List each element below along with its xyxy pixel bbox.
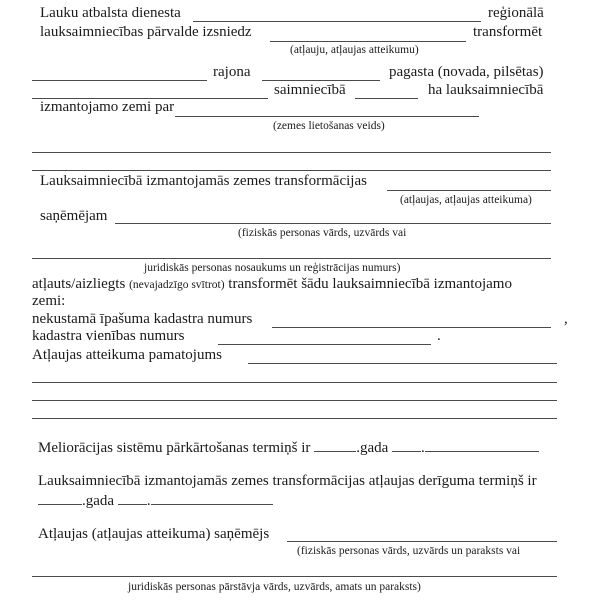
hectares-label: ha lauksaimniecībā — [428, 82, 544, 98]
permit-type-field[interactable] — [270, 41, 466, 42]
melioration-year-field[interactable] — [314, 438, 356, 452]
recipient-field[interactable] — [115, 223, 551, 224]
decision-text: transformēt šādu lauksaimniecībā izmantojamo — [228, 276, 512, 292]
refusal-field[interactable] — [248, 363, 557, 364]
recipient-label: saņēmējam — [40, 208, 108, 224]
recipient-caption-1: (fiziskās personas vārds, uzvārds vai — [238, 227, 407, 239]
melioration-day-field[interactable] — [392, 438, 421, 452]
unit-cadastre-field[interactable] — [218, 344, 431, 345]
signature-field[interactable] — [287, 541, 557, 542]
regional-label: reģionālā — [488, 5, 544, 21]
recipient-field-2[interactable] — [32, 258, 551, 259]
permit-type-caption: (atļauju, atļaujas atteikumu) — [290, 44, 419, 56]
dot: . — [421, 440, 425, 456]
transformation-type-field[interactable] — [387, 190, 551, 191]
validity-year-field[interactable] — [38, 491, 82, 505]
strike-note: (nevajadzīgo svītrot) — [129, 279, 225, 291]
transform-label: transformēt — [473, 24, 543, 40]
signature-field-2[interactable] — [32, 576, 557, 577]
melioration-label: Meliorācijas sistēmu pārkārtošanas termiņš ir — [38, 440, 311, 456]
farm-label: saimniecībā — [274, 82, 346, 98]
refusal-label: Atļaujas atteikuma pamatojums — [32, 347, 222, 363]
property-cadastre-label: nekustamā īpašuma kadastra numurs — [32, 311, 253, 327]
validity-month-field[interactable] — [151, 491, 273, 505]
comma: , — [564, 311, 568, 327]
district-field[interactable] — [32, 80, 207, 81]
transformation-label: Lauksaimniecībā izmantojamās zemes transformācijas — [40, 173, 367, 189]
period: . — [437, 328, 441, 344]
issues-label: lauksaimniecības pārvalde izsniedz — [40, 24, 252, 40]
signature-label: Atļaujas (atļaujas atteikuma) saņēmējs — [38, 526, 270, 542]
extra-line-1[interactable] — [32, 152, 551, 153]
validity-date-line — [38, 491, 273, 510]
validity-label: Lauksaimniecībā izmantojamās zemes transformācijas atļaujas derīguma termiņš ir — [38, 473, 537, 489]
land-use-field[interactable] — [175, 116, 479, 117]
property-cadastre-field[interactable] — [272, 327, 551, 328]
agency-label: Lauku atbalsta dienesta — [40, 5, 181, 21]
decision-line — [32, 276, 512, 294]
refusal-line-4[interactable] — [32, 418, 557, 419]
validity-day-field[interactable] — [118, 491, 147, 505]
year-label: .gada — [82, 493, 115, 509]
allowed-denied-option[interactable]: atļauts/aizliegts — [32, 276, 126, 292]
transformation-caption: (atļaujas, atļaujas atteikuma) — [400, 194, 532, 206]
recipient-caption-2: juridiskās personas nosaukums un reģistrācijas numurs) — [144, 262, 401, 274]
melioration-line — [38, 438, 539, 457]
dot: . — [146, 493, 151, 509]
refusal-line-3[interactable] — [32, 400, 557, 401]
district-label: rajona — [213, 64, 251, 80]
unit-cadastre-label: kadastra vienības numurs — [32, 328, 185, 344]
agency-name-field[interactable] — [193, 21, 481, 22]
parish-label: pagasta (novada, pilsētas) — [389, 64, 544, 80]
signature-caption-2: juridiskās personas pārstāvja vārds, uzvārds, amats un paraksts) — [128, 581, 421, 593]
melioration-month-field[interactable] — [425, 438, 539, 452]
hectares-field[interactable] — [355, 98, 418, 99]
extra-line-2[interactable] — [32, 170, 551, 171]
parish-field[interactable] — [262, 80, 380, 81]
land-use-caption: (zemes lietošanas veids) — [273, 120, 385, 132]
decision-cont: zemi: — [32, 293, 66, 309]
signature-caption-1: (fiziskās personas vārds, uzvārds un paraksts vai — [297, 545, 521, 557]
year-label: .gada — [356, 440, 389, 456]
refusal-line-2[interactable] — [32, 382, 557, 383]
land-use-label: izmantojamo zemi par — [40, 99, 175, 115]
